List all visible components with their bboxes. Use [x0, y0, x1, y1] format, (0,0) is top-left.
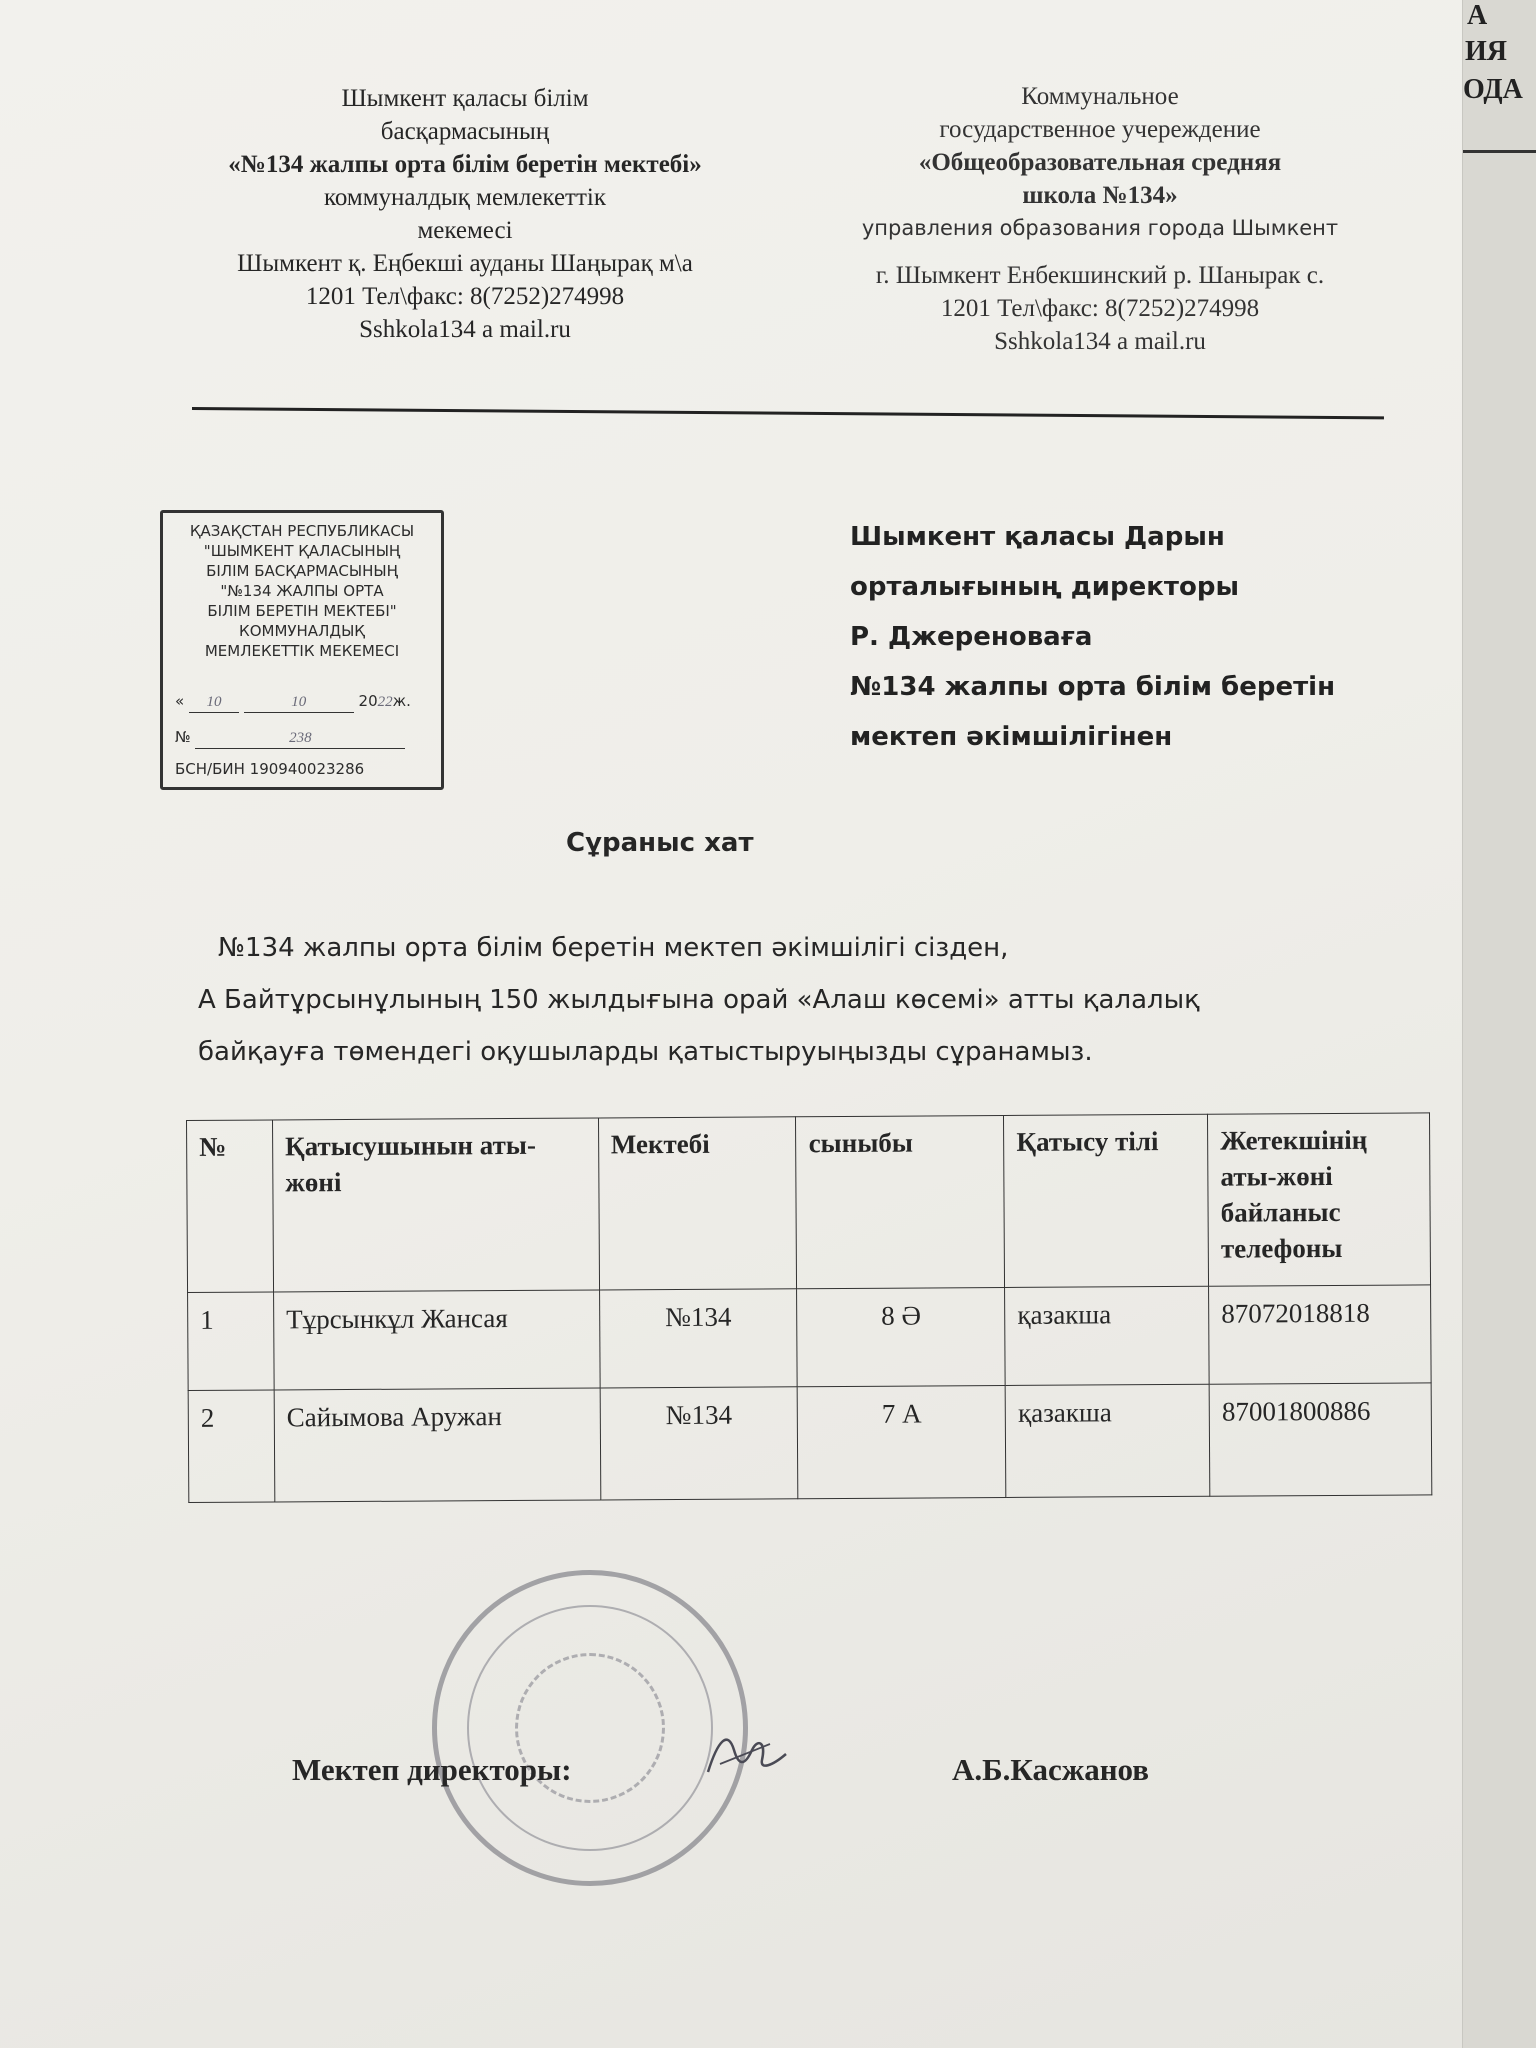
header-right-department: управления образования города Шымкент: [861, 216, 1339, 240]
stamp-line: БІЛІМ БАСҚАРМАСЫНЫҢ: [206, 562, 398, 580]
signature-label: Мектеп директоры:: [292, 1752, 572, 1787]
stamp-date: [175, 691, 429, 713]
document-title: Сұраныс хат: [566, 828, 754, 858]
header-left-line: басқармасының: [380, 118, 550, 145]
director-name: А.Б.Касжанов: [952, 1752, 1150, 1787]
stamp-date-year-prefix: 20: [358, 692, 378, 710]
table-row: [188, 1383, 1432, 1503]
stamp-number-value: 238: [195, 728, 405, 749]
stamp-date-year: 22: [377, 694, 393, 710]
underlying-sheet: [1462, 0, 1536, 2048]
header-left-address: Шымкент қ. Еңбекші ауданы Шаңырақ м\а: [237, 250, 693, 277]
stamp-line: ҚАЗАҚСТАН РЕСПУБЛИКАСЫ: [189, 522, 415, 540]
column-header-number: №: [187, 1120, 274, 1293]
table-cell: қазакша: [1005, 1286, 1209, 1385]
table-cell: 87001800886: [1209, 1383, 1432, 1496]
addressee-line: мектеп әкімшілігінен: [850, 722, 1173, 752]
registration-stamp: [160, 510, 444, 790]
header-left-school-name: «№134 жалпы орта білім беретін мектебі»: [228, 151, 702, 178]
column-header-language: Қатысу тілі: [1004, 1114, 1209, 1287]
header-right-line: Коммунальное: [1021, 83, 1179, 110]
column-header-school: Мектебі: [598, 1117, 797, 1290]
table-cell: 7 А: [798, 1385, 1006, 1498]
header-divider: [192, 407, 1384, 419]
column-header-supervisor: Жетекшінің аты-жөні байланыс телефоны: [1208, 1113, 1431, 1286]
stamp-number-label: №: [175, 728, 191, 746]
stamp-date-suffix: ж.: [392, 692, 411, 710]
header-right-school-number: школа №134»: [1022, 182, 1178, 209]
under-sheet-rule: [1463, 150, 1536, 153]
stamp-line: КОММУНАЛДЫҚ: [239, 622, 365, 640]
stamp-date-month: 10: [244, 692, 354, 713]
header-left-line: Шымкент қаласы білім: [341, 85, 589, 112]
header-kazakh: [170, 82, 760, 346]
letter-body: [198, 922, 1398, 1078]
stamp-date-day: 10: [189, 692, 239, 713]
stamp-line: "№134 ЖАЛПЫ ОРТА: [220, 582, 384, 600]
stamp-bin: БСН/БИН 190940023286: [175, 760, 365, 778]
table-cell: 2: [188, 1390, 275, 1503]
table-cell: №134: [600, 1387, 799, 1500]
stamp-line: БІЛІМ БЕРЕТІН МЕКТЕБІ": [207, 602, 397, 620]
column-header-participant: Қатысушынын аты-жөні: [272, 1118, 599, 1292]
header-left-phone: 1201 Тел\факс: 8(7252)274998: [305, 283, 625, 310]
header-right-email: Sshkola134 a mail.ru: [994, 328, 1206, 355]
under-sheet-text: ИЯ: [1465, 36, 1507, 67]
table-header-row: [187, 1113, 1431, 1293]
column-header-grade: сыныбы: [796, 1116, 1005, 1289]
addressee-line: орталығының директоры: [850, 572, 1239, 602]
table-cell: 87072018818: [1209, 1285, 1432, 1384]
table-cell: Сайымова Аружан: [274, 1388, 600, 1502]
header-right-school-name: «Общеобразовательная средняя: [918, 149, 1282, 176]
table-cell: 1: [188, 1292, 275, 1391]
table-cell: 8 Ә: [797, 1288, 1005, 1387]
addressee-line: Шымкент қаласы Дарын: [850, 522, 1225, 552]
header-right-address: г. Шымкент Енбекшинский р. Шанырак с.: [875, 262, 1325, 289]
table-cell: Тұрсынкұл Жансая: [273, 1290, 599, 1390]
body-line: №134 жалпы орта білім беретін мектеп әкімшілігі сізден,: [218, 933, 1009, 963]
stamp-line: МЕМЛЕКЕТТІК МЕКЕМЕСІ: [204, 642, 400, 660]
body-line: байқауға төмендегі оқушыларды қатыстыруыңызды сұранамыз.: [198, 1037, 1093, 1067]
header-russian: [800, 80, 1400, 358]
addressee-line: №134 жалпы орта білім беретін: [850, 672, 1336, 702]
addressee-block: [850, 512, 1370, 762]
stamp-number: [175, 727, 429, 749]
addressee-name: Р. Джереноваға: [850, 622, 1093, 652]
header-left-line: мекемесі: [417, 217, 513, 244]
body-line: А Байтұрсынұлының 150 жылдығына орай «Алаш көсемі» атты қалалық: [198, 985, 1200, 1015]
table-cell: қазакша: [1005, 1384, 1209, 1497]
table-cell: №134: [599, 1289, 797, 1388]
stamp-line: "ШЫМКЕНТ ҚАЛАСЫНЫҢ: [203, 542, 401, 560]
under-sheet-text: ОДА: [1463, 74, 1523, 105]
participants-table: [186, 1112, 1432, 1503]
under-sheet-text: А: [1467, 0, 1488, 31]
header-right-line: государственное учереждение: [939, 116, 1261, 143]
table-row: [188, 1285, 1432, 1391]
header-left-line: коммуналдық мемлекеттік: [324, 184, 606, 211]
stamp-date-prefix: «: [175, 692, 185, 710]
header-left-email: Sshkola134 a mail.ru: [359, 316, 571, 343]
handwritten-signature: [700, 1720, 800, 1790]
header-right-phone: 1201 Тел\факс: 8(7252)274998: [940, 295, 1260, 322]
